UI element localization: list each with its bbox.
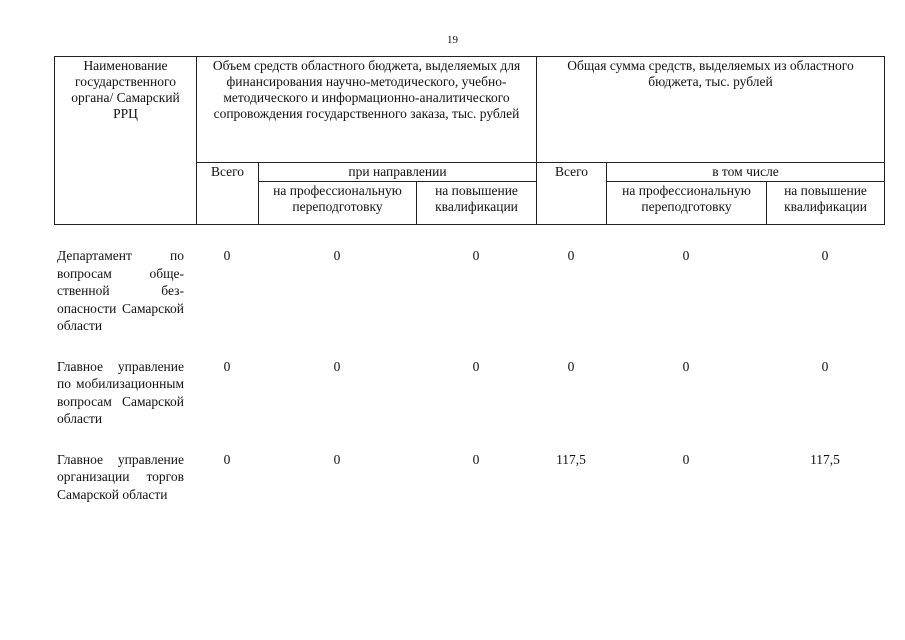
cell-value: 0 <box>682 248 690 263</box>
cell-value: 0 <box>682 358 690 374</box>
header-total-2: Всего <box>537 163 607 225</box>
cell-value: 0 <box>472 451 480 467</box>
cell-value: 0 <box>223 358 231 374</box>
cell-value: 117,5 <box>556 451 586 467</box>
table-body <box>54 244 884 523</box>
cell-value: 0 <box>682 451 690 467</box>
page-number: 19 <box>447 34 458 46</box>
header-including: в том числе <box>607 163 885 182</box>
header-qualification-2: на повышение квалификации <box>767 182 885 225</box>
cell-value: 0 <box>223 248 231 263</box>
cell-value: 0 <box>567 358 575 374</box>
cell-value: 0 <box>472 248 480 263</box>
cell-value: 0 <box>333 358 341 374</box>
header-direction: при направлении <box>259 163 537 182</box>
header-budget-group: Объем средств областного бюджета, выделяемых для финансирования научно-методического, учебно-методического и информационно-аналитического сопровождения государственного заказа, тыс. рублей <box>197 57 537 163</box>
table-header <box>54 56 885 225</box>
header-retraining-2: на профессиональную переподготовку <box>607 182 767 225</box>
cell-value: 0 <box>333 248 341 263</box>
table-row <box>54 355 884 448</box>
header-name-column: Наименование государственного органа/ Самарский РРЦ <box>55 57 197 225</box>
cell-value: 0 <box>821 248 829 263</box>
cell-value: 0 <box>821 358 829 374</box>
header-total-group: Общая сумма средств, выделяемых из областного бюджета, тыс. рублей <box>537 57 885 163</box>
table-row <box>54 244 884 355</box>
cell-value: 0 <box>567 248 575 263</box>
row-name: Главное управление организации торгов Самарской области <box>57 451 184 502</box>
table-row <box>54 448 884 524</box>
row-name: Главное управление по мобилизационным вопросам Самарской области <box>57 358 184 426</box>
cell-value: 0 <box>223 451 231 467</box>
header-total-1: Всего <box>197 163 259 225</box>
cell-value: 0 <box>333 451 341 467</box>
row-name: Департамент по вопросам общественной безопасности Самарской области <box>57 248 184 333</box>
cell-value: 0 <box>472 358 480 374</box>
header-retraining-1: на профессиональную переподготовку <box>259 182 417 225</box>
header-qualification-1: на повышение квалификации <box>417 182 537 225</box>
cell-value: 117,5 <box>810 451 840 467</box>
